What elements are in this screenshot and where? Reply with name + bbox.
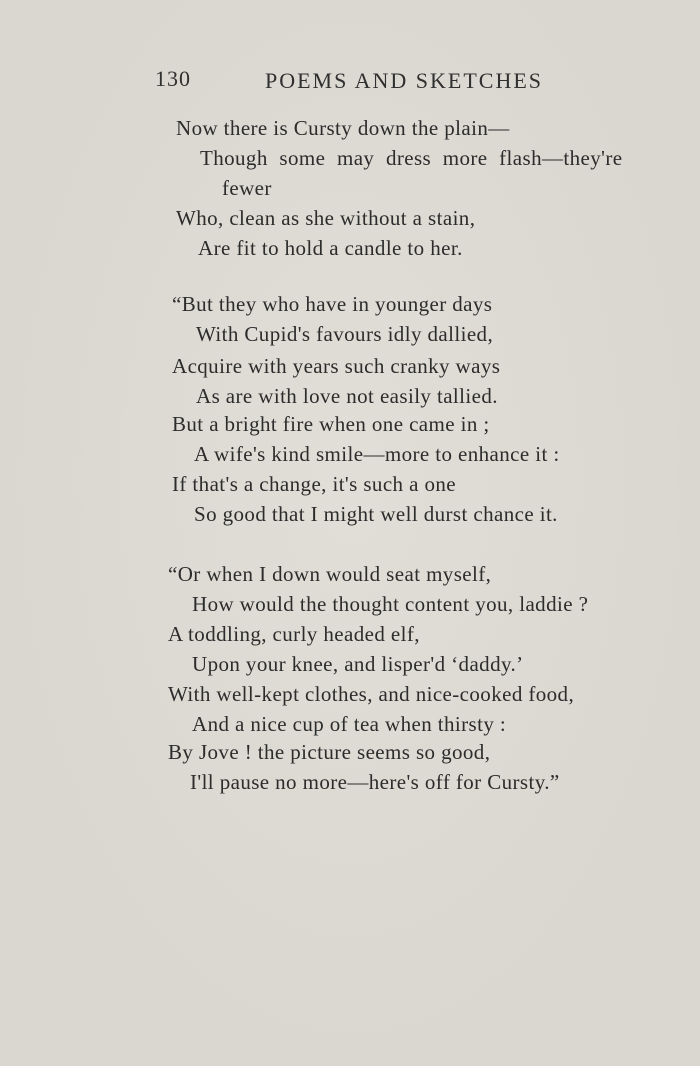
poem-line: As are with love not easily tallied.: [196, 384, 498, 408]
running-head: POEMS AND SKETCHES: [265, 68, 544, 93]
poem-line: So good that I might well durst chance it.: [194, 502, 558, 526]
poem-line: How would the thought content you, laddie ?: [192, 592, 589, 616]
page-header: [0, 66, 700, 96]
page-number: 130: [155, 66, 191, 91]
poem-line: “But they who have in younger days: [172, 292, 493, 316]
poem-line: Though some may dress more flash—they're: [200, 146, 623, 170]
poem-line: I'll pause no more—here's off for Cursty.”: [190, 770, 560, 794]
poem-line: With Cupid's favours idly dallied,: [196, 322, 494, 346]
poem-line: By Jove ! the picture seems so good,: [168, 740, 491, 764]
poem-line: And a nice cup of tea when thirsty :: [192, 712, 507, 736]
poem-line: Now there is Cursty down the plain—: [176, 116, 510, 140]
poem-line: fewer: [222, 176, 272, 200]
poem-line: With well-kept clothes, and nice-cooked food,: [168, 682, 575, 706]
poem-line: “Or when I down would seat myself,: [168, 562, 492, 586]
poem-line: Acquire with years such cranky ways: [172, 354, 501, 378]
poem-line: If that's a change, it's such a one: [172, 472, 456, 496]
poem-line: A toddling, curly headed elf,: [168, 622, 420, 646]
poem-line: Who, clean as she without a stain,: [176, 206, 476, 230]
poem-line: But a bright fire when one came in ;: [172, 412, 490, 436]
poem-line: A wife's kind smile—more to enhance it :: [194, 442, 560, 466]
poem-line: Are fit to hold a candle to her.: [198, 236, 463, 260]
poem-line: Upon your knee, and lisper'd ‘daddy.’: [192, 652, 524, 676]
